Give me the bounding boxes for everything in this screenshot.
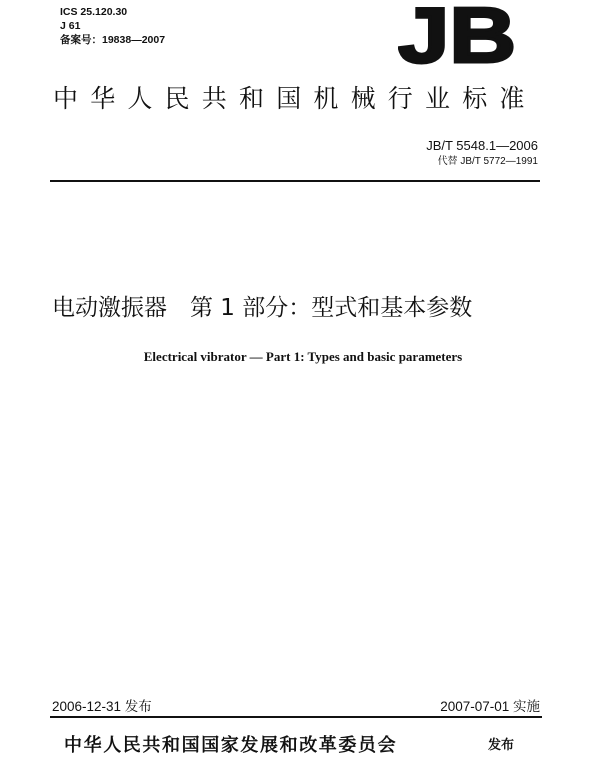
ics-code: ICS 25.120.30 [60,6,128,18]
jb-logo [398,2,516,66]
org-title: 中华人民共和国机械行业标准 [53,84,537,113]
clc-code: J 61 [60,20,81,32]
title-english: Electrical vibrator — Part 1: Types and basic parameters [143,349,463,364]
replaces-standard: 代替 JB/T 5772—1991 [437,156,538,167]
publish-word: 发布 [488,738,515,753]
implementation-date: 2007-07-01 实施 [440,699,540,714]
title-chinese: 电动激振器 第 1 部分：型式和基本参数 [52,295,473,321]
jb-logo-text: JB [398,2,516,66]
bottom-divider [50,716,542,718]
top-divider [50,180,540,182]
standard-number: JB/T 5548.1—2006 [426,138,538,153]
filing-number: 备案号：19838—2007 [60,34,166,46]
publisher: 中华人民共和国国家发展和改革委员会 [64,735,398,756]
issue-date: 2006-12-31 发布 [52,699,152,714]
